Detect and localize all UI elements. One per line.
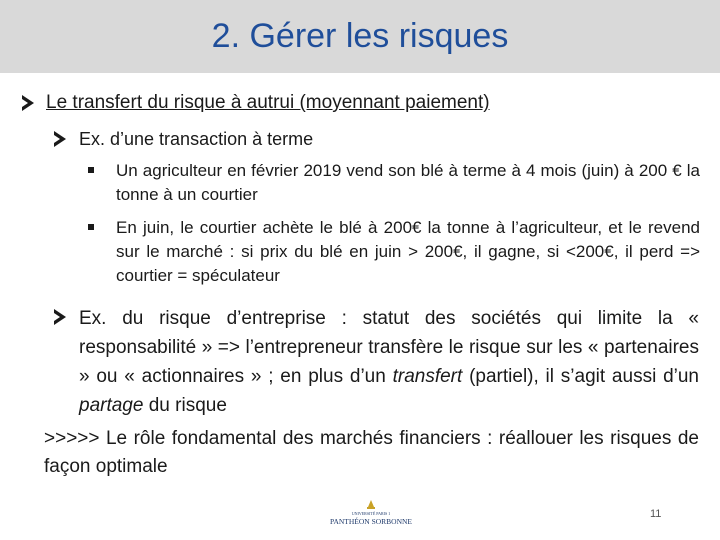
emphasis-partage: partage xyxy=(79,395,144,416)
logo-emblem-icon xyxy=(322,498,420,528)
conclusion-text: >>>>> Le rôle fondamental des marchés financiers : réallouer les risques de façon optimale xyxy=(44,428,699,477)
bullet-level1-transfer: Le transfert du risque à autrui (moyennant paiement) xyxy=(46,92,490,113)
square-bullet-icon xyxy=(88,224,94,230)
arrow-bullet-icon xyxy=(54,309,66,325)
page-number: 11 xyxy=(650,508,662,520)
arrow-bullet-icon xyxy=(54,131,66,147)
bullet-level3-broker: En juin, le courtier achète le blé à 200€ la tonne à l’agriculteur, et le revend sur le marché : si prix du blé en juin > 200€, il gagne, si <200€, il perd => courtier = spéculateur xyxy=(116,218,700,285)
slide-title: 2. Gérer les risques xyxy=(211,17,509,55)
company-risk-text-part3: du risque xyxy=(143,395,227,416)
bullet-level3-farmer: Un agriculteur en février 2019 vend son blé à terme à 4 mois (juin) à 200 € la tonne à un courtier xyxy=(116,161,700,204)
company-risk-text-part2: (partiel), il s’agit aussi d’un xyxy=(462,366,700,387)
bullet-level2-forward: Ex. d’une transaction à terme xyxy=(79,129,314,149)
arrow-bullet-icon xyxy=(22,95,34,111)
logo-main-text: PANTHÉON SORBONNE xyxy=(329,517,413,526)
square-bullet-icon xyxy=(88,167,94,173)
logo-top-text: UNIVERSITÉ PARIS 1 xyxy=(351,511,391,516)
company-risk-text-part1: Ex. du risque d’entreprise : statut des sociétés qui limite la « responsabilité » => l’entrepreneur transfère le risque sur les « partenaires » ou « actionnaires » ; en plus d’un xyxy=(79,308,699,387)
bullet-level2-company-risk xyxy=(79,304,699,420)
university-logo xyxy=(322,498,420,528)
emphasis-transfert: transfert xyxy=(392,366,463,387)
